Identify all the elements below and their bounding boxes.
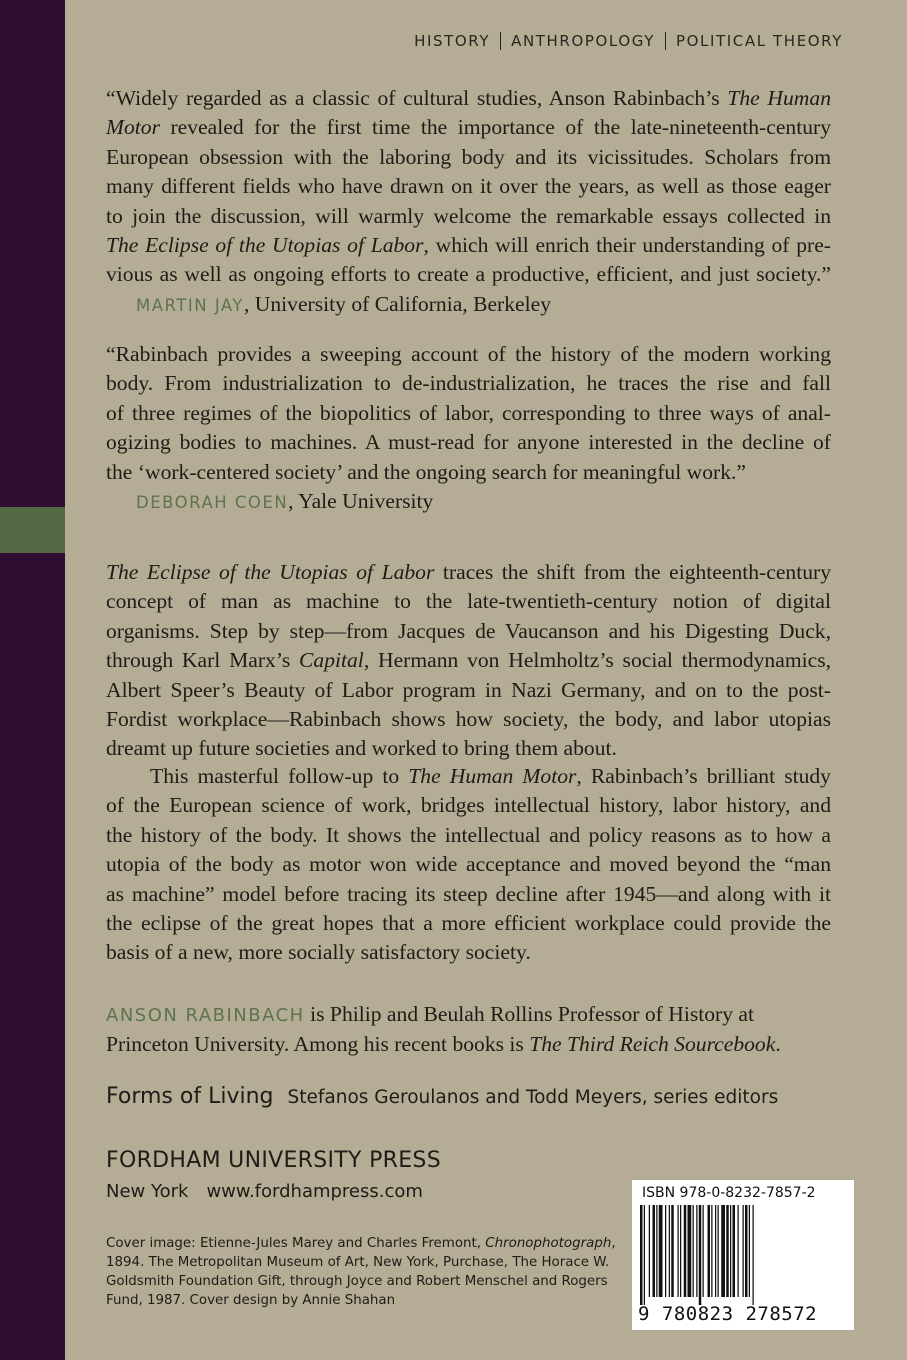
blurb-attribution xyxy=(106,290,831,320)
barcode-bar xyxy=(696,1205,697,1297)
description-line: dreamt up future societies and worked to bring them about. xyxy=(106,736,617,761)
series-info xyxy=(106,1084,778,1109)
barcode-bar xyxy=(665,1205,666,1297)
author-bio-line: ANSON RABINBACH is Philip and Beulah Rollins Professor of History at xyxy=(106,1002,754,1026)
blurb-line: of three regimes of the biopolitics of labor, corresponding to three ways of anal- xyxy=(106,400,831,425)
blurb-line: Motor revealed for the first time the importance of the late-nineteenth-century xyxy=(106,115,831,140)
cover-credit xyxy=(106,1234,616,1310)
series-editors: Stefanos Geroulanos and Todd Meyers, series editors xyxy=(287,1087,779,1108)
barcode-bar xyxy=(749,1205,750,1297)
description-line: basis of a new, more socially satisfactory society. xyxy=(106,940,531,965)
publisher-location xyxy=(106,1179,441,1205)
barcode-bar xyxy=(649,1205,650,1297)
barcode-bar xyxy=(743,1205,744,1297)
attribution-affiliation: , Yale University xyxy=(288,489,434,514)
blurb-line: ogizing bodies to machines. A must-read for anyone interested in the decline of xyxy=(106,430,831,455)
barcode-digits: 9 780823 278572 xyxy=(638,1303,818,1325)
barcode-bar xyxy=(659,1205,663,1297)
category-history: HISTORY xyxy=(414,32,491,50)
credit-line: Fund, 1987. Cover design by Annie Shahan xyxy=(106,1293,396,1308)
description-line: concept of man as machine to the late-twentieth-century notion of digital xyxy=(106,589,831,614)
barcode-bar xyxy=(680,1205,681,1297)
barcode-bar xyxy=(718,1205,719,1297)
blurb-line: “Widely regarded as a classic of cultural studies, Anson Rabinbach’s The Human xyxy=(106,86,831,110)
blurb-line: the ‘work-centered society’ and the ongoing search for meaningful work.” xyxy=(106,459,746,484)
publisher-name: FORDHAM UNIVERSITY PRESS xyxy=(106,1148,441,1173)
blurb-deborah-coen xyxy=(106,340,831,517)
blurb-line: body. From industrialization to de-industrialization, he traces the rise and fall xyxy=(106,371,831,396)
spine-strip xyxy=(0,0,65,1360)
description-paragraph-2 xyxy=(106,762,831,968)
barcode-bar xyxy=(721,1205,725,1297)
description-line: the eclipse of the great hopes that a more efficient workplace could provide the xyxy=(106,911,831,936)
barcode-bar xyxy=(730,1205,731,1297)
isbn-label: ISBN 978-0-8232-7857-2 xyxy=(642,1185,816,1201)
barcode-bar xyxy=(656,1205,657,1297)
category-political-theory: POLITICAL THEORY xyxy=(675,32,843,50)
description-line: The Eclipse of the Utopias of Labor traces the shift from the eighteenth-century xyxy=(106,560,831,584)
barcode-bar xyxy=(653,1205,656,1297)
author-bio-line: Princeton University. Among his recent books is The Third Reich Sourcebook. xyxy=(106,1032,781,1057)
barcode-bar xyxy=(693,1205,694,1297)
category-divider xyxy=(500,32,501,50)
blurb-line: The Eclipse of the Utopias of Labor, which will enrich their understanding of pre- xyxy=(106,233,831,258)
description-line: Albert Speer’s Beauty of Labor program in Nazi Germany, and on to the post- xyxy=(106,677,831,702)
barcode-bar xyxy=(669,1205,670,1297)
barcode-bar xyxy=(644,1205,645,1305)
attribution-name: MARTIN JAY xyxy=(136,295,244,315)
publisher-city: New York xyxy=(106,1181,189,1202)
barcode-bar xyxy=(708,1205,711,1297)
blurb-line: many different fields who have drawn on it over the years, as well as those eager xyxy=(106,174,831,199)
blurb-line: “Rabinbach provides a sweeping account of the history of the modern working xyxy=(106,342,831,366)
barcode-bars xyxy=(640,1205,846,1305)
barcode-bar xyxy=(745,1205,748,1297)
blurb-line: to join the discussion, will warmly welcome the remarkable essays collected in xyxy=(106,203,831,228)
spine-accent-band xyxy=(0,507,65,553)
barcode-bar xyxy=(640,1205,643,1305)
barcode-bar xyxy=(715,1205,716,1297)
blurb-line: European obsession with the laboring body and its vicissitudes. Scholars from xyxy=(106,144,831,169)
barcode-bar xyxy=(678,1205,679,1297)
barcode-bar xyxy=(726,1205,729,1297)
description-line: through Karl Marx’s Capital, Hermann von Helmholtz’s social thermodynamics, xyxy=(106,648,831,673)
category-divider xyxy=(665,32,666,50)
description-line: utopia of the body as motor won wide acceptance and moved beyond the “man xyxy=(106,852,831,877)
description-line: of the European science of work, bridges intellectual history, labor history, and xyxy=(106,793,831,818)
isbn-barcode xyxy=(632,1180,854,1330)
credit-line: Goldsmith Foundation Gift, through Joyce and Robert Menschel and Rogers xyxy=(106,1274,608,1289)
credit-line: 1894. The Metropolitan Museum of Art, New York, Purchase, The Horace W. xyxy=(106,1255,610,1270)
author-bio xyxy=(106,1000,831,1060)
description-line: This masterful follow-up to The Human Motor, Rabinbach’s brilliant study xyxy=(150,764,831,788)
barcode-bar xyxy=(699,1205,702,1305)
barcode-bar xyxy=(703,1205,704,1297)
author-name: ANSON RABINBACH xyxy=(106,1005,305,1026)
description-line: as machine” model before tracing its steep decline after 1945—and along with it xyxy=(106,881,831,906)
category-anthropology: ANTHROPOLOGY xyxy=(511,32,655,50)
barcode-bar xyxy=(733,1205,736,1297)
description-line: organisms. Step by step—from Jacques de Vaucanson and his Digesting Duck, xyxy=(106,618,831,643)
description-line: the history of the body. It shows the intellectual and policy reasons as to how a xyxy=(106,822,831,847)
barcode-bar xyxy=(688,1205,692,1297)
barcode-bar xyxy=(671,1205,674,1297)
attribution-affiliation: , University of California, Berkeley xyxy=(243,291,552,316)
credit-line: Cover image: Etienne-Jules Marey and Charles Fremont, Chronophotograph, xyxy=(106,1236,616,1251)
series-name: Forms of Living xyxy=(106,1084,274,1109)
description-paragraph-1 xyxy=(106,558,831,764)
blurb-martin-jay xyxy=(106,84,831,320)
attribution-name: DEBORAH COEN xyxy=(136,493,289,513)
publisher-url[interactable]: www.fordhampress.com xyxy=(206,1181,423,1202)
barcode-bar xyxy=(738,1205,739,1297)
category-list xyxy=(414,32,843,50)
blurb-attribution xyxy=(106,487,831,517)
publisher-block xyxy=(106,1147,441,1205)
barcode-bar xyxy=(753,1205,754,1305)
description-line: Fordist workplace—Rabinbach shows how society, the body, and labor utopias xyxy=(106,707,831,732)
barcode-bar xyxy=(684,1205,687,1297)
blurb-line: vious as well as ongoing efforts to create a productive, efficient, and just society.” xyxy=(106,262,831,287)
barcode-bar xyxy=(711,1205,712,1297)
